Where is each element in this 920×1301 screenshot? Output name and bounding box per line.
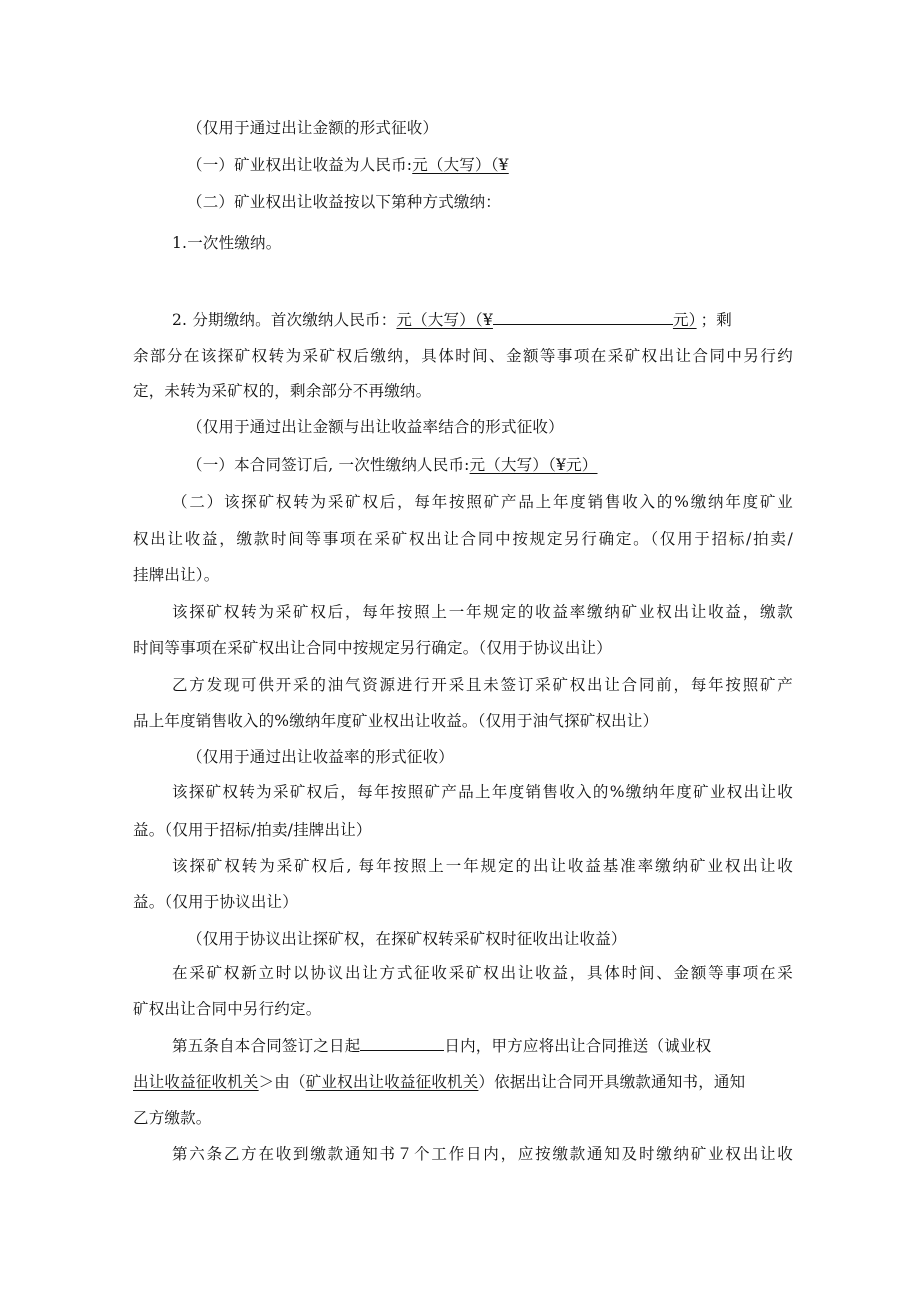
section-a-heading: （仅用于通过出让金额的形式征收） (187, 119, 439, 137)
section-c-p2-line-2: 益。（仅用于协议出让） (133, 893, 298, 911)
section-b-item-1 (187, 455, 847, 475)
option-2-line-2: 余部分在该探矿权转为采矿权后缴纳，具体时间、金额等事项在采矿权出让合同中另行约 (133, 347, 793, 365)
section-d-p1-line-2: 矿权出让合同中另行约定。 (133, 1000, 322, 1018)
section-b-item-2-line-2: 权出让收益，缴款时间等事项在采矿权出让合同中按规定另行确定。（仅用于招标/拍卖/ (133, 530, 793, 548)
section-b-p3-line-1: 乙方发现可供开采的油气资源进行开采且未签订采矿权出让合同前，每年按照矿产 (172, 676, 793, 694)
section-a-item-1 (187, 155, 847, 175)
item-1-amount: 元（大写）（¥ (412, 156, 509, 174)
article-5-line-3: 乙方缴款。 (133, 1109, 212, 1127)
section-b-item-2-line-3: 挂牌出让）。 (133, 566, 220, 584)
section-b-item-2-line-1: （二）该探矿权转为采矿权后，每年按照矿产品上年度销售收入的%缴纳年度矿业 (172, 493, 793, 511)
section-b-p2-line-1: 该探矿权转为采矿权后，每年按照上一年规定的收益率缴纳矿业权出让收益，缴款 (172, 603, 793, 621)
section-b-p2-line-2: 时间等事项在采矿权出让合同中按规定另行确定。（仅用于协议出让） (133, 639, 612, 657)
item-1-text: （一）矿业权出让收益为人民币: (187, 156, 413, 174)
option-2-tail: ；剩 (700, 311, 732, 329)
option-2-text: 2. 分期缴纳。首次缴纳人民币： (172, 311, 397, 329)
item-1-amount: 元（大写）（¥元） (469, 456, 598, 474)
section-b-p3-line-2: 品上年度销售收入的%缴纳年度矿业权出让收益。（仅用于油气探矿权出让） (133, 712, 659, 730)
article-5-text-b: 日内，甲方应将出让合同推送（诚业权 (444, 1037, 712, 1055)
article-5-text-a: 第五条自本合同签订之日起 (172, 1037, 361, 1055)
collection-agency-1: 出让收益征收机关 (133, 1073, 259, 1091)
option-2-line-3: 定，未转为采矿权的，剩余部分不再缴纳。 (133, 382, 432, 400)
amount-blank (493, 324, 673, 325)
option-1: 1.一次性缴纳。 (172, 234, 282, 252)
article-5-line-2 (133, 1072, 793, 1092)
collection-agency-2: 矿业权出让收益征收机关 (305, 1073, 479, 1091)
section-a-item-2: （二）矿业权出让收益按以下第种方式缴纳： (187, 193, 502, 211)
section-b-heading: （仅用于通过出让金额与出让收益率结合的形式征收） (187, 418, 564, 436)
article-6-line-1: 第六条乙方在收到缴款通知书７个工作日内，应按缴款通知及时缴纳矿业权出让收 (172, 1145, 793, 1163)
item-1-text: （一）本合同签订后, 一次性缴纳人民币: (187, 456, 470, 474)
section-c-p1-line-2: 益。（仅用于招标/拍卖/挂牌出让） (133, 821, 372, 839)
section-d-heading: （仅用于协议出让探矿权，在探矿权转采矿权时征收出让收益） (187, 930, 627, 948)
section-d-p1-line-1: 在采矿权新立时以协议出让方式征收采矿权出让收益，具体时间、金额等事项在采 (172, 964, 793, 982)
days-blank (360, 1050, 444, 1051)
article-5-line-1 (172, 1036, 772, 1056)
section-c-p1-line-1: 该探矿权转为采矿权后，每年按照矿产品上年度销售收入的%缴纳年度矿业权出让收 (172, 783, 793, 801)
section-c-heading: （仅用于通过出让收益率的形式征收） (187, 748, 454, 766)
option-2-unit: 元） (672, 311, 697, 329)
option-2-amount: 元（大写）（¥ (396, 311, 493, 329)
section-c-p2-line-1: 该探矿权转为采矿权后, 每年按照上一年规定的出让收益基准率缴纳矿业权出让收 (172, 857, 793, 875)
article-5-mid: ＞由（ (258, 1073, 306, 1091)
option-2-line-1 (172, 310, 772, 330)
article-5-rest: ）依据出让合同开具缴款通知书，通知 (478, 1073, 746, 1091)
